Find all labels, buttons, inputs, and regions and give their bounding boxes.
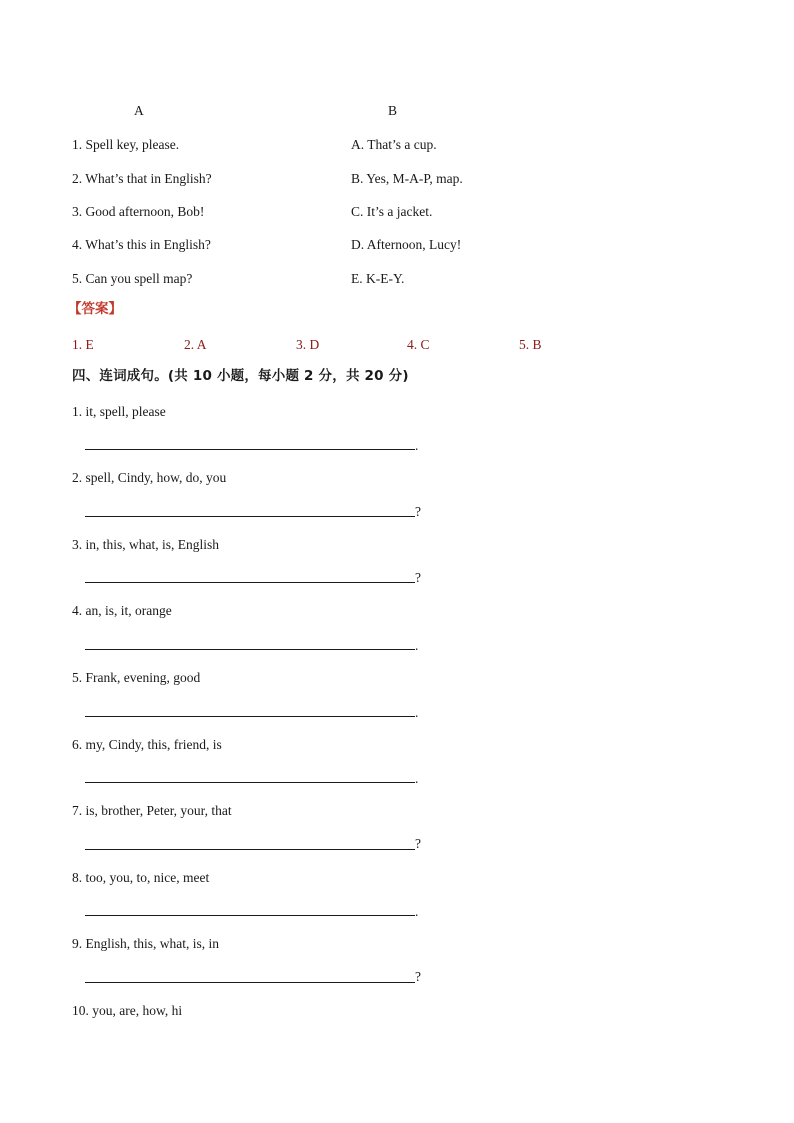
match-row (0, 271, 794, 287)
column-a-header: A (134, 103, 144, 118)
match-item-b: C. It’s a jacket. (351, 204, 433, 219)
answer-blank[interactable] (85, 915, 415, 916)
answer-item: 5. B (519, 337, 542, 352)
sentence-end-mark: ? (415, 504, 421, 519)
answer-blank[interactable] (85, 782, 415, 783)
answer-item: 4. C (407, 337, 430, 352)
answer-blank[interactable] (85, 982, 415, 983)
match-row (0, 237, 794, 253)
sentence-end-mark: . (415, 904, 419, 919)
answer-label: 【答案】 (68, 301, 122, 317)
answer-blank[interactable] (85, 716, 415, 717)
answer-blank[interactable] (85, 582, 415, 583)
question-prompt: 2. spell, Cindy, how, do, you (72, 470, 227, 485)
section-title: 四、连词成句。(共 10 小题，每小题 2 分，共 20 分) (72, 368, 409, 384)
match-item-a: 1. Spell key, please. (72, 137, 180, 152)
sentence-end-mark: . (415, 705, 419, 720)
question-prompt: 5. Frank, evening, good (72, 670, 201, 685)
match-item-b: E. K-E-Y. (351, 271, 405, 286)
match-item-b: A. That’s a cup. (351, 137, 437, 152)
question-prompt: 3. in, this, what, is, English (72, 537, 220, 552)
question-prompt: 4. an, is, it, orange (72, 603, 172, 618)
answer-blank[interactable] (85, 849, 415, 850)
sentence-end-mark: ? (415, 836, 421, 851)
match-item-a: 5. Can you spell map? (72, 271, 193, 286)
match-row (0, 204, 794, 220)
match-row (0, 137, 794, 153)
question-prompt: 6. my, Cindy, this, friend, is (72, 737, 222, 752)
question-prompt: 8. too, you, to, nice, meet (72, 870, 210, 885)
question-prompt: 10. you, are, how, hi (72, 1003, 183, 1018)
match-item-b: D. Afternoon, Lucy! (351, 237, 462, 252)
answer-item: 3. D (296, 337, 320, 352)
column-b-header: B (388, 103, 398, 118)
answer-item: 1. E (72, 337, 94, 352)
question-prompt: 1. it, spell, please (72, 404, 166, 419)
sentence-end-mark: ? (415, 969, 421, 984)
sentence-end-mark: . (415, 638, 419, 653)
question-prompt: 7. is, brother, Peter, your, that (72, 803, 232, 818)
match-item-a: 3. Good afternoon, Bob! (72, 204, 205, 219)
answer-item: 2. A (184, 337, 207, 352)
match-item-a: 4. What’s this in English? (72, 237, 211, 252)
answers-row (0, 337, 794, 353)
sentence-end-mark: . (415, 771, 419, 786)
match-item-b: B. Yes, M-A-P, map. (351, 171, 463, 186)
match-item-a: 2. What’s that in English? (72, 171, 212, 186)
sentence-end-mark: . (415, 438, 419, 453)
sentence-end-mark: ? (415, 570, 421, 585)
question-prompt: 9. English, this, what, is, in (72, 936, 220, 951)
answer-blank[interactable] (85, 649, 415, 650)
answer-blank[interactable] (85, 449, 415, 450)
match-row (0, 171, 794, 187)
answer-blank[interactable] (85, 516, 415, 517)
